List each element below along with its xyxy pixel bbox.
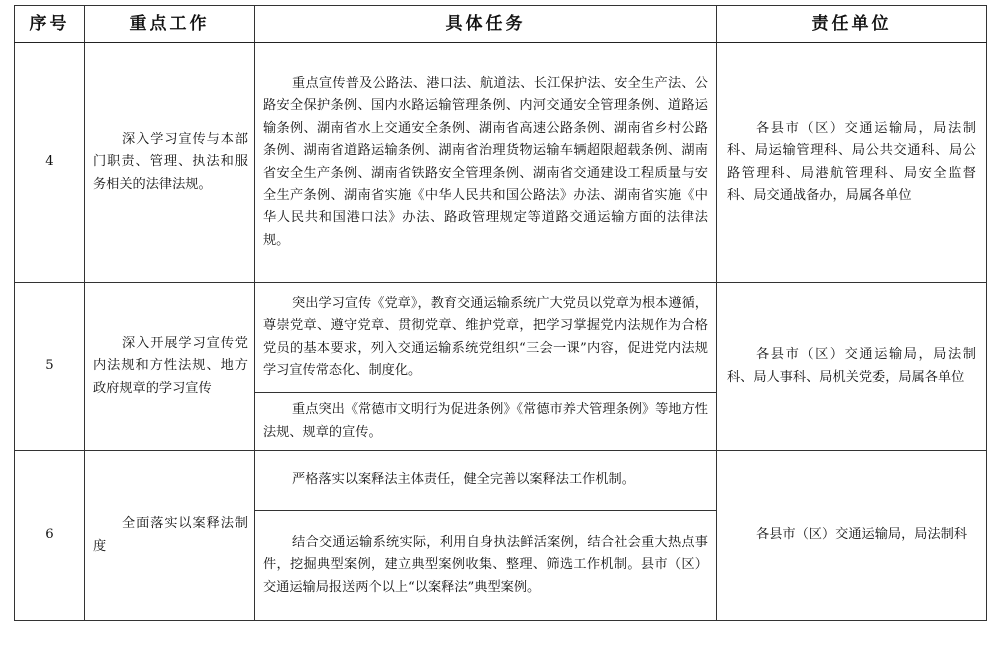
task-text: 严格落实以案释法主体责任，健全完善以案释法工作机制。 (292, 472, 635, 488)
responsible-unit-text: 各县市（区）交通运输局，局法制科、局人事科、局机关党委，局属各单位 (727, 347, 976, 385)
key-work-text: 全面落实以案释法制度 (93, 516, 248, 554)
header-no: 序号 (15, 6, 85, 43)
responsible-unit-cell (717, 43, 987, 283)
row-number: 4 (15, 43, 85, 283)
key-work-cell (85, 451, 255, 621)
task-text: 重点宣传普及公路法、港口法、航道法、长江保护法、安全生产法、公路安全保护条例、国内水路运输管理条例、内河交通安全管理条例、道路运输条例、湖南省水上交通安全条例、湖南省高速公路条例、湖南省乡村公路条例、湖南省道路运输条例、湖南省治理货物运输车辆超限超载条例、湖南省安全生产条例、湖南省铁路安全管理条例、湖南省交通建设工程质量与安全生产条例、湖南省实施《中华人民共和国公路法》办法、湖南省实施《中华人民共和国港口法》办法、路政管理规定等道路交通运输方面的法律法规。 (263, 75, 708, 248)
header-task: 具体任务 (255, 6, 717, 43)
row-number: 5 (15, 283, 85, 451)
task-cell (255, 451, 717, 511)
key-work-cell (85, 43, 255, 283)
responsible-unit-text: 各县市（区）交通运输局，局法制科、局运输管理科、局公共交通科、局公路管理科、局港航管理科、局安全监督科、局交通战备办，局属各单位 (727, 120, 976, 203)
task-table (14, 5, 987, 621)
key-work-text: 深入开展学习宣传党内法规和方性法规、地方政府规章的学习宣传 (93, 335, 248, 396)
task-cell (255, 43, 717, 283)
table-row (15, 43, 987, 283)
table-row (15, 283, 987, 393)
header-unit: 责任单位 (717, 6, 987, 43)
task-text: 重点突出《常德市文明行为促进条例》《常德市养犬管理条例》等地方性法规、规章的宣传。 (263, 402, 708, 440)
responsible-unit-cell (717, 283, 987, 451)
table-row (15, 451, 987, 511)
task-text: 结合交通运输系统实际，利用自身执法鲜活案例，结合社会重大热点事件，挖掘典型案例，建立典型案例收集、整理、筛选工作机制。县市（区）交通运输局报送两个以上“以案释法”典型案例。 (263, 534, 708, 595)
task-text: 突出学习宣传《党章》，教育交通运输系统广大党员以党章为根本遵循，尊崇党章、遵守党章、贯彻党章、维护党章，把学习掌握党内法规作为合格党员的基本要求，列入交通运输系统党组织“三会一课”内容，促进党内法规学习宣传常态化、制度化。 (263, 295, 708, 378)
responsible-unit-cell (717, 451, 987, 621)
header-work: 重点工作 (85, 6, 255, 43)
task-cell (255, 283, 717, 393)
row-number: 6 (15, 451, 85, 621)
key-work-text: 深入学习宣传与本部门职责、管理、执法和服务相关的法律法规。 (93, 131, 248, 192)
table-header-row (15, 6, 987, 43)
task-cell (255, 511, 717, 621)
responsible-unit-text: 各县市（区）交通运输局，局法制科 (756, 527, 968, 543)
task-cell (255, 393, 717, 451)
key-work-cell (85, 283, 255, 451)
